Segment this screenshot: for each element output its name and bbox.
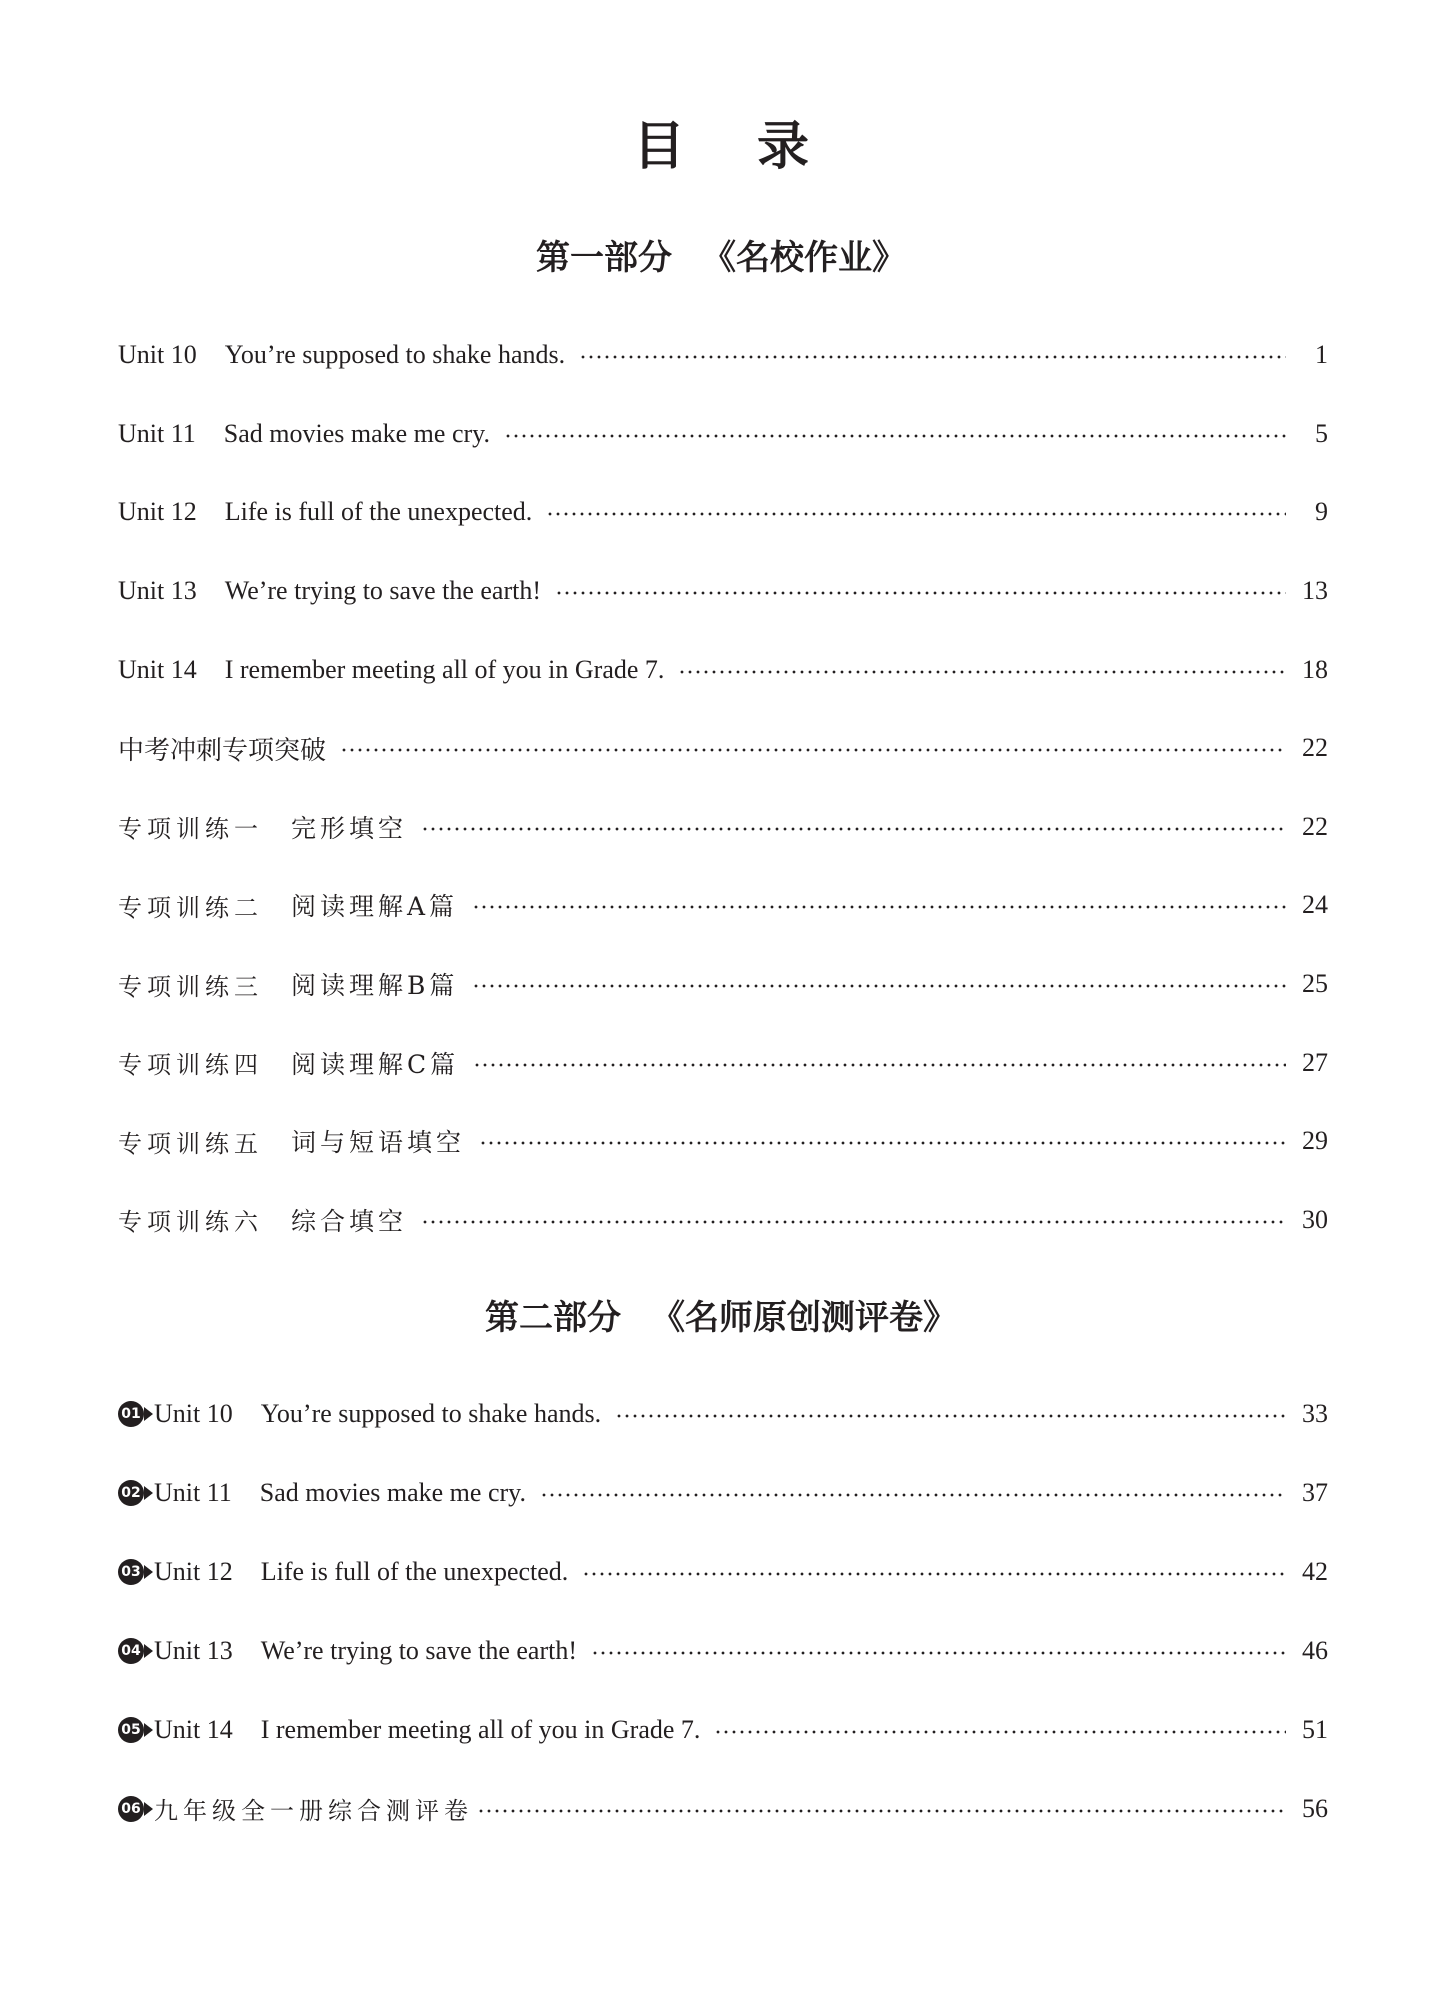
toc-row-special[interactable] <box>118 709 1328 788</box>
part1-heading-name: 《名校作业》 <box>702 238 906 278</box>
page-number: 46 <box>1302 1635 1328 1665</box>
entry-title: We’re trying to save the earth! <box>260 1635 577 1665</box>
training-title: 词与短语填空 <box>291 1128 466 1158</box>
badge-number: 03 <box>118 1559 144 1585</box>
page-number: 22 <box>1302 733 1328 763</box>
page-number: 1 <box>1315 340 1328 370</box>
toc-row-training[interactable] <box>118 1102 1328 1181</box>
unit-label: Unit 14 <box>118 654 197 684</box>
unit-label: Unit 13 <box>154 1635 233 1665</box>
badge-number: 02 <box>118 1480 144 1506</box>
page-number: 9 <box>1315 497 1328 527</box>
toc-row-training[interactable] <box>118 788 1328 867</box>
toc-row-training[interactable] <box>118 945 1328 1024</box>
toc-row[interactable] <box>118 630 1328 709</box>
part2-heading-name: 《名师原创测评卷》 <box>651 1298 957 1338</box>
toc-row[interactable] <box>118 1611 1328 1690</box>
badge <box>118 1401 146 1427</box>
toc-row[interactable] <box>118 473 1328 552</box>
dot-leader <box>591 1651 1286 1655</box>
page-title: 目录 <box>632 117 881 177</box>
page-number: 56 <box>1302 1793 1328 1823</box>
part1-heading <box>0 234 1442 282</box>
badge <box>118 1559 146 1585</box>
page-number: 25 <box>1302 969 1328 999</box>
dot-leader <box>472 905 1286 909</box>
dot-leader <box>582 1572 1286 1576</box>
training-title: 综合填空 <box>291 1206 408 1236</box>
final-title: 九年级全一册综合测评卷 <box>154 1797 473 1825</box>
entry-title: Sad movies make me cry. <box>223 418 490 448</box>
toc-row[interactable] <box>118 1374 1328 1453</box>
badge <box>118 1638 146 1664</box>
page-number: 51 <box>1302 1714 1328 1744</box>
part1-heading-part: 第一部分 <box>536 238 672 278</box>
dot-leader <box>477 1809 1286 1813</box>
toc-row[interactable] <box>118 552 1328 631</box>
part2-heading-part: 第二部分 <box>485 1298 621 1338</box>
special-title: 中考冲刺专项突破 <box>118 735 327 766</box>
badge-number: 01 <box>118 1401 144 1427</box>
toc-row-training[interactable] <box>118 866 1328 945</box>
page-number: 22 <box>1302 811 1328 841</box>
page-number: 24 <box>1302 890 1328 920</box>
page-number: 5 <box>1315 418 1328 448</box>
unit-label: Unit 13 <box>118 576 197 606</box>
page-number: 42 <box>1302 1556 1328 1586</box>
badge-number: 04 <box>118 1638 144 1664</box>
page-number: 30 <box>1302 1204 1328 1234</box>
dot-leader <box>678 670 1286 674</box>
part1-toc <box>118 316 1328 1259</box>
toc-row-training[interactable] <box>118 1181 1328 1260</box>
dot-leader <box>555 591 1286 595</box>
page-number: 37 <box>1302 1477 1328 1507</box>
training-title: 阅读理解C篇 <box>291 1049 460 1079</box>
dot-leader <box>714 1730 1286 1734</box>
toc-row[interactable] <box>118 1690 1328 1769</box>
unit-label: Unit 12 <box>118 497 197 527</box>
page-number: 33 <box>1302 1398 1328 1428</box>
part2-heading <box>0 1294 1442 1342</box>
toc-row[interactable] <box>118 1532 1328 1611</box>
badge-number: 05 <box>118 1717 144 1743</box>
dot-leader <box>546 512 1286 516</box>
page-number: 18 <box>1302 654 1328 684</box>
dot-leader <box>472 984 1286 988</box>
page-number: 13 <box>1302 576 1328 606</box>
entry-title: Life is full of the unexpected. <box>224 497 533 527</box>
entry-title: You’re supposed to shake hands. <box>260 1398 602 1428</box>
training-label: 专项训练六 <box>118 1208 263 1237</box>
unit-label: Unit 11 <box>118 418 196 448</box>
unit-label: Unit 11 <box>154 1477 232 1507</box>
dot-leader <box>421 1220 1286 1224</box>
badge <box>118 1796 146 1822</box>
page-number: 27 <box>1302 1047 1328 1077</box>
badge <box>118 1717 146 1743</box>
training-label: 专项训练四 <box>118 1051 263 1080</box>
training-label: 专项训练二 <box>118 893 263 922</box>
badge <box>118 1480 146 1506</box>
training-title: 阅读理解A篇 <box>291 892 459 922</box>
unit-label: Unit 10 <box>118 340 197 370</box>
page-number: 29 <box>1302 1126 1328 1156</box>
badge-number: 06 <box>118 1796 144 1822</box>
entry-title: I remember meeting all of you in Grade 7. <box>224 654 665 684</box>
toc-row-final[interactable] <box>118 1769 1328 1848</box>
entry-title: We’re trying to save the earth! <box>224 576 541 606</box>
part2-toc <box>118 1374 1328 1848</box>
training-title: 阅读理解B篇 <box>291 971 459 1001</box>
training-title: 完形填空 <box>291 813 408 843</box>
dot-leader <box>540 1493 1286 1497</box>
dot-leader <box>615 1414 1286 1418</box>
dot-leader <box>473 1063 1286 1067</box>
toc-row[interactable] <box>118 316 1328 395</box>
entry-title: Life is full of the unexpected. <box>260 1556 569 1586</box>
entry-title: I remember meeting all of you in Grade 7. <box>260 1714 701 1744</box>
dot-leader <box>579 355 1286 359</box>
training-label: 专项训练五 <box>118 1129 263 1158</box>
unit-label: Unit 10 <box>154 1398 233 1428</box>
training-label: 专项训练一 <box>118 815 263 844</box>
dot-leader <box>479 1141 1286 1145</box>
toc-row[interactable] <box>118 1453 1328 1532</box>
training-label: 专项训练三 <box>118 972 263 1001</box>
entry-title: You’re supposed to shake hands. <box>224 340 566 370</box>
entry-title: Sad movies make me cry. <box>259 1477 526 1507</box>
dot-leader <box>340 748 1286 752</box>
dot-leader <box>421 827 1286 831</box>
toc-row-training[interactable] <box>118 1023 1328 1102</box>
unit-label: Unit 12 <box>154 1556 233 1586</box>
toc-row[interactable] <box>118 395 1328 474</box>
unit-label: Unit 14 <box>154 1714 233 1744</box>
dot-leader <box>504 434 1286 438</box>
